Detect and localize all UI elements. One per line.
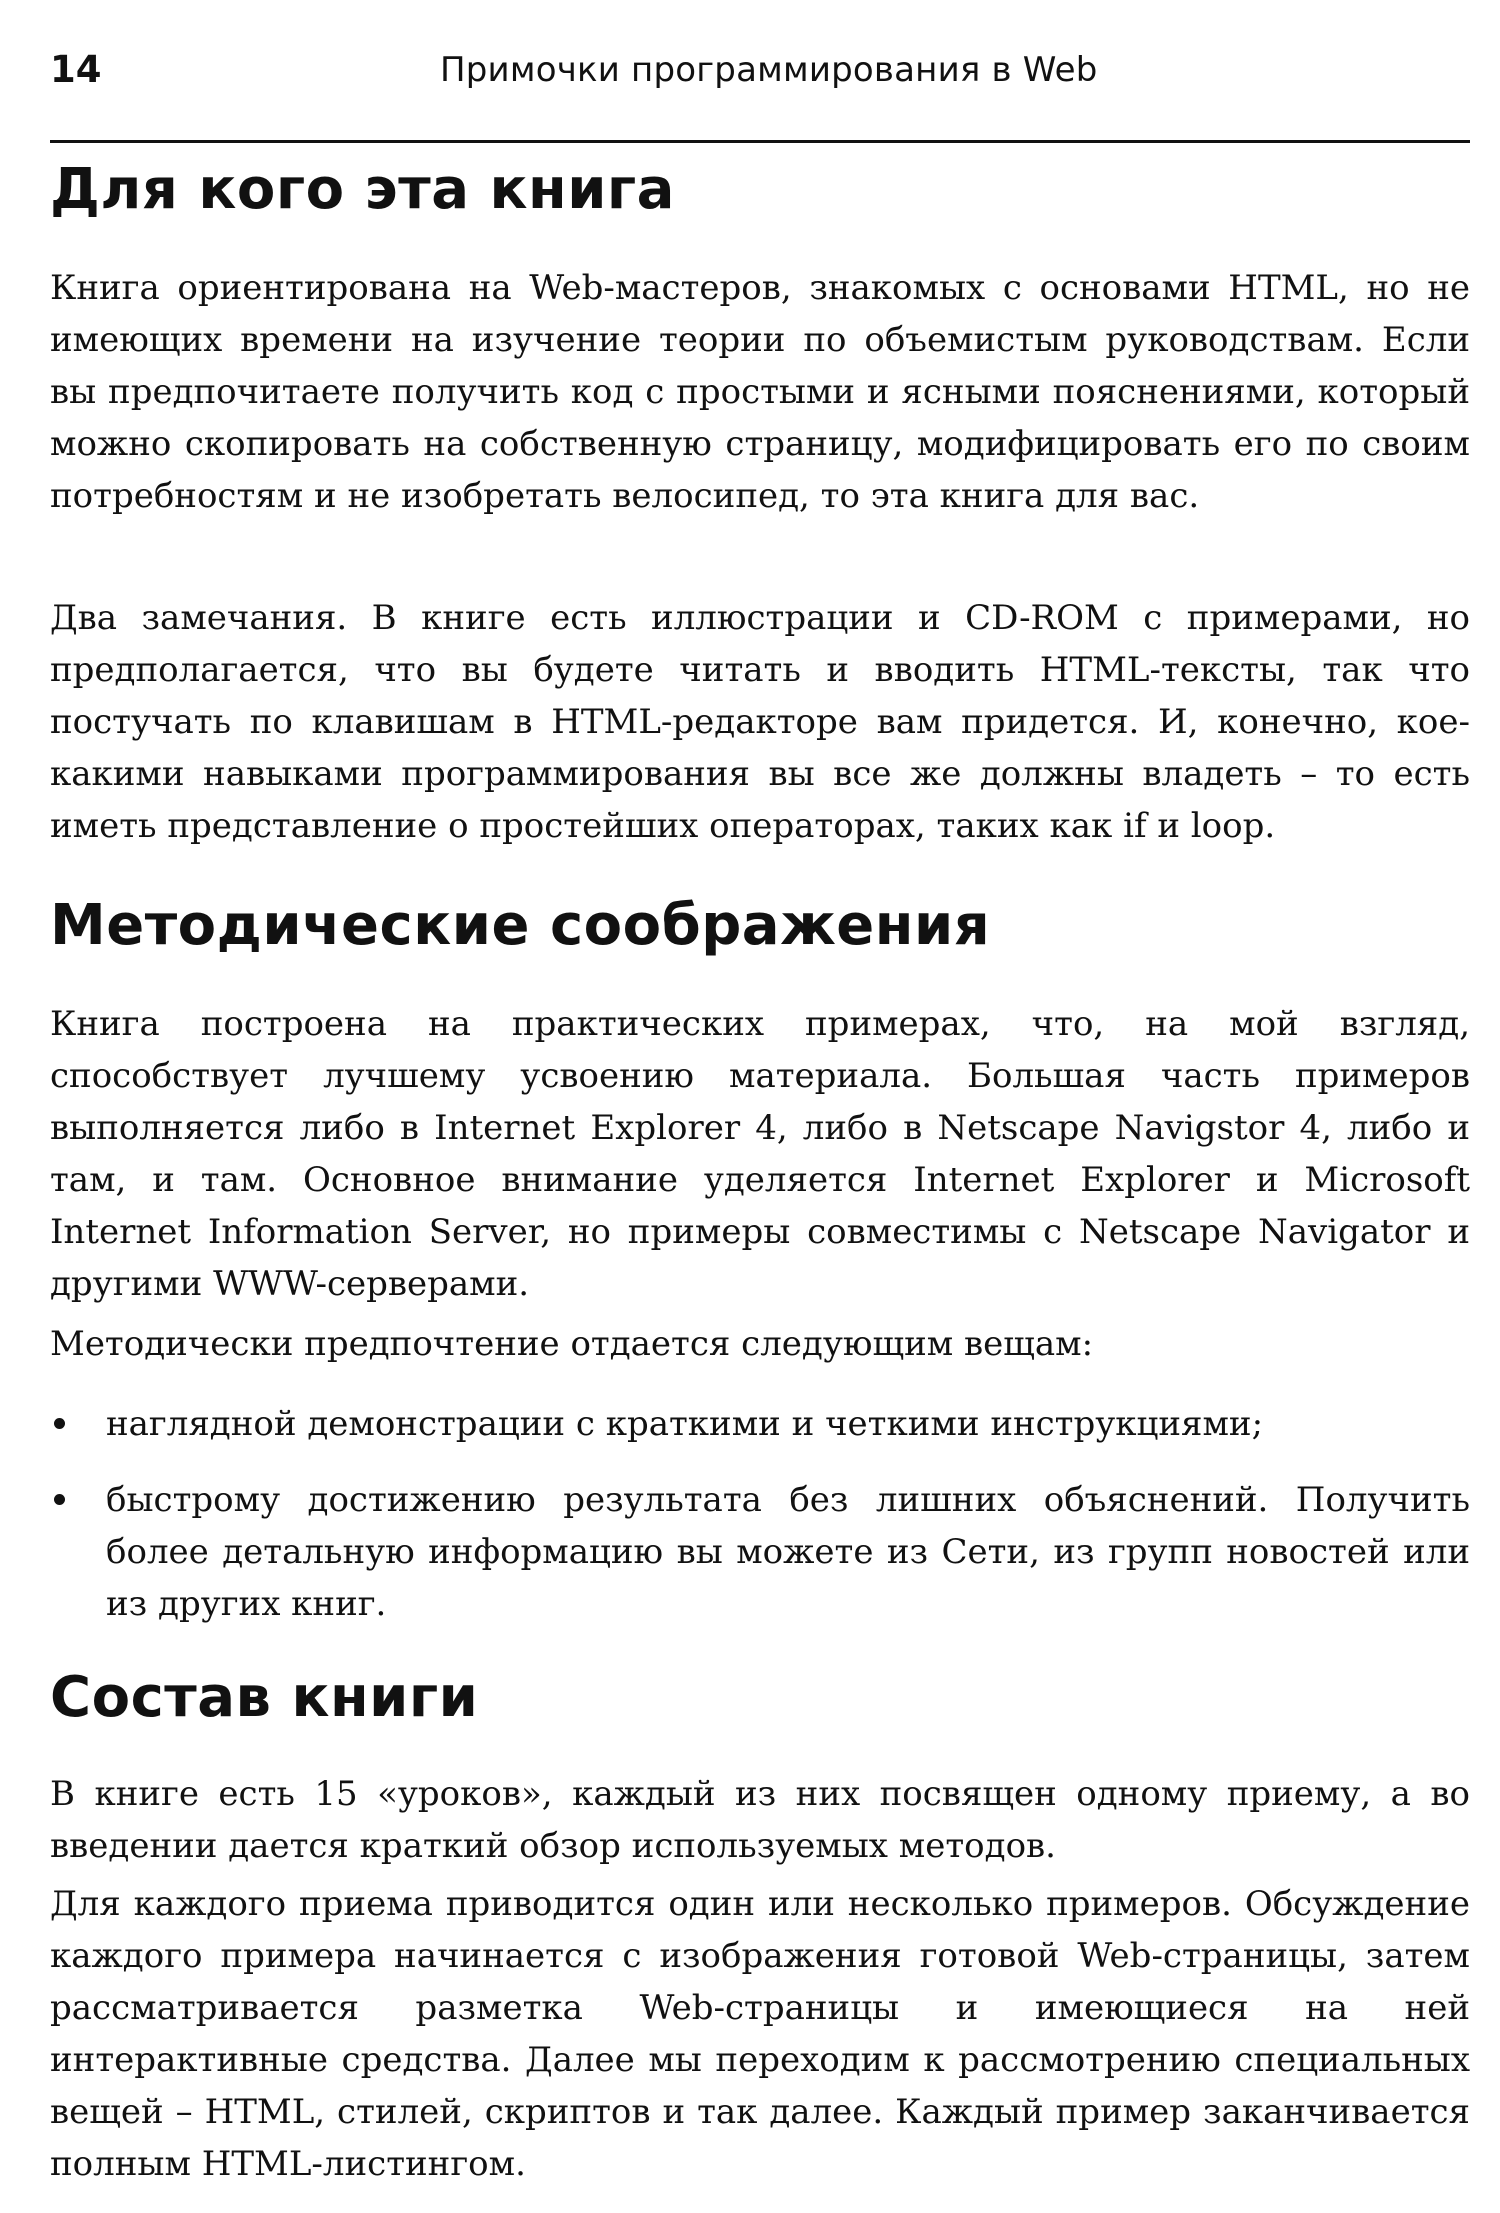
paragraph-methodology-2: Методически предпочтение отдается следующим вещам: (50, 1324, 1094, 1364)
bullet-icon (54, 1494, 65, 1505)
list-item (50, 1398, 1470, 1450)
paragraph-contents-1: В книге есть 15 «уроков», каждый из них посвящен одному приему, а во введении дается краткий обзор используемых методов. (50, 1774, 1470, 1866)
paragraph-audience-1: Книга ориентирована на Web-мастеров, знакомых с основами HTML, но не имеющих времени на изучение теории по объемистым руководствам. Если вы предпочитаете получить код с простыми и ясными пояснениями, который можно скопировать на собственную страницу, модифицировать его по своим потребностям и не изобретать велосипед, то эта книга для вас. (50, 268, 1470, 516)
list-item-text: наглядной демонстрации с краткими и четкими инструкциями; (106, 1404, 1264, 1444)
list-item-text: быстрому достижению результата без лишних объяснений. Получить более детальную информацию вы можете из Сети, из групп новостей или из других книг. (106, 1480, 1470, 1624)
section-heading-methodology: Методические соображения (50, 893, 991, 958)
section-heading-contents: Состав книги (50, 1665, 479, 1730)
paragraph-methodology-1: Книга построена на практических примерах, что, на мой взгляд, способствует лучшему усвоению материала. Большая часть примеров выполняется либо в Internet Explorer 4, либо в Netscape Navigstor 4, либо и там, и там. Основное внимание уделяется Internet Explorer и Microsoft Internet Information Server, но примеры совместимы с Netscape Navigator и другими WWW-серверами. (50, 1004, 1470, 1304)
list-item (50, 1474, 1470, 1630)
paragraph-audience-2: Два замечания. В книге есть иллюстрации и CD-ROM с примерами, но предполагается, что вы будете читать и вводить HTML-тексты, так что постучать по клавишам в HTML-редакторе вам придется. И, конечно, кое-какими навыками программирования вы все же должны владеть – то есть иметь представление о простейших операторах, таких как if и loop. (50, 598, 1470, 846)
running-head (50, 44, 1470, 100)
running-title: Примочки программирования в Web (440, 50, 1098, 90)
bullet-icon (54, 1418, 65, 1429)
header-rule (50, 140, 1470, 143)
book-page (50, 0, 1470, 2213)
bullet-list (50, 1398, 1470, 1630)
paragraph-contents-2: Для каждого приема приводится один или несколько примеров. Обсуждение каждого примера начинается с изображения готовой Web-страницы, затем рассматривается разметка Web-страницы и имеющиеся на ней интерактивные средства. Далее мы переходим к рассмотрению специальных вещей – HTML, стилей, скриптов и так далее. Каждый пример заканчивается полным HTML-листингом. (50, 1884, 1470, 2184)
page-number: 14 (50, 48, 102, 91)
section-heading-audience: Для кого эта книга (50, 157, 675, 222)
